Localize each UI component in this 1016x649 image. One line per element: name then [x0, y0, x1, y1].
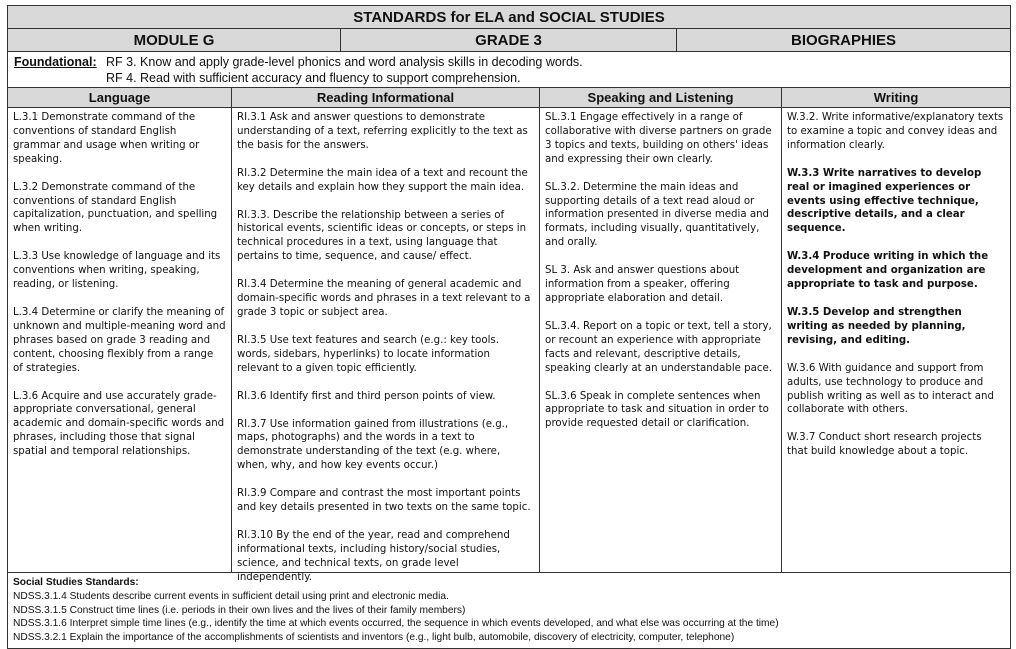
grade-label: GRADE 3 [341, 29, 677, 51]
unit-label: BIOGRAPHIES [790, 31, 896, 49]
column-language [8, 108, 232, 572]
column-header-reading-informational: Reading Informational [232, 88, 540, 107]
social-studies-line: NDSS.3.1.6 Interpret simple time lines (e.g., identify the time at which events occurred, the sequence in which events developed, and what else was occurring at the time) [13, 618, 779, 630]
standard-item: L.3.6 Acquire and use accurately grade-appropriate conversational, general academic and domain-specific words and phrases, including those that signal spatial and temporal relationships. [13, 390, 225, 458]
meta-row [8, 29, 1010, 52]
standard-item: RI.3.4 Determine the meaning of general academic and domain-specific words and phrases in a text relevant to a grade 3 topic or subject area. [237, 279, 531, 318]
document-title: STANDARDS for ELA and SOCIAL STUDIES [8, 6, 1010, 29]
standard-item: SL.3.1 Engage effectively in a range of collaborative with diverse partners on grade 3 topics and texts, building on others' ideas and expressing their own clearly. [545, 112, 772, 165]
standard-item: RI.3.6 Identify first and third person points of view. [237, 390, 496, 402]
social-studies-line: NDSS.3.1.4 Students describe current events in sufficient detail using print and electronic media. [13, 590, 449, 602]
standard-item: W.3.4 Produce writing in which the development and organization are appropriate to task and purpose. [787, 251, 989, 291]
standard-item: W.3.2. Write informative/explanatory texts to examine a topic and convey ideas and information clearly. [787, 112, 1004, 151]
standard-item: W.3.7 Conduct short research projects that build knowledge about a topic. [787, 432, 982, 458]
standard-item: W.3.3 Write narratives to develop real or imagined experiences or events using effective technique, descriptive details, and a clear sequence. [787, 167, 982, 235]
standard-item: SL.3.2. Determine the main ideas and supporting details of a text read aloud or information presented in diverse media and formats, including visually, quantitatively, and orally. [545, 181, 769, 249]
social-studies-line: NDSS.3.1.5 Construct time lines (i.e. periods in their own lives and the lives of their family members) [13, 604, 466, 616]
foundational-label: Foundational: [14, 55, 97, 69]
foundational-line: RF 4. Read with sufficient accuracy and fluency to support comprehension. [106, 71, 521, 85]
module-label: MODULE G [8, 29, 341, 51]
standard-item: L.3.4 Determine or clarify the meaning of unknown and multiple-meaning word and phrases based on grade 3 reading and content, choosing flexibly from a range of strategies. [13, 306, 226, 374]
social-studies-heading: Social Studies Standards: [13, 577, 139, 588]
column-header-language: Language [8, 88, 232, 107]
column-header-speaking-listening: Speaking and Listening [540, 88, 782, 107]
social-studies-line: NDSS.3.2.1 Explain the importance of the accomplishments of scientists and inventors (e.g., light bulb, automobile, discovery of electricity, computer, telephone) [13, 632, 735, 644]
standard-item: SL 3. Ask and answer questions about information from a speaker, offering appropriate elaboration and detail. [545, 265, 740, 304]
standard-item: RI.3.3. Describe the relationship between a series of historical events, scientific ideas or concepts, or steps in technical procedures in a text, using language that pertains to time, sequence, and cause/ effect. [237, 209, 527, 263]
column-headers [8, 88, 1010, 108]
column-writing [782, 108, 1010, 572]
standard-item: SL.3.6 Speak in complete sentences when appropriate to task and situation in order to provide requested detail or clarification. [545, 390, 769, 430]
foundational-line: RF 3. Know and apply grade-level phonics and word analysis skills in decoding words. [106, 55, 583, 69]
standard-item: L.3.2 Demonstrate command of the conventions of standard English capitalization, punctuation, and spelling when writing. [13, 181, 218, 235]
column-speaking-listening [540, 108, 782, 572]
standard-item: SL.3.4. Report on a topic or text, tell a story, or recount an experience with appropriate facts and relevant, descriptive details, speaking clearly at an understandable pace. [545, 320, 772, 374]
standard-item: L.3.1 Demonstrate command of the conventions of standard English grammar and usage when writing or speaking. [13, 112, 200, 165]
standard-item: RI.3.5 Use text features and search (e.g.: key tools. words, sidebars, hyperlinks) to locate information relevant to a given topic efficiently. [237, 334, 499, 374]
standard-item: RI.3.10 By the end of the year, read and comprehend informational texts, including history/social studies, science, and technical texts, on grade level independently. [237, 529, 510, 583]
standard-item: RI.3.1 Ask and answer questions to demonstrate understanding of a text, referring explicitly to the text as the basis for the answers. [237, 112, 528, 151]
foundational-section [8, 52, 1010, 88]
column-reading-informational [232, 108, 540, 583]
standards-document [7, 5, 1011, 649]
standard-item: W.3.5 Develop and strengthen writing as needed by planning, revising, and editing. [787, 306, 966, 346]
standard-item: W.3.6 With guidance and support from adults, use technology to produce and publish writing as well as to interact and collaborate with others. [787, 362, 994, 416]
standard-item: RI.3.2 Determine the main idea of a text and recount the key details and explain how they support the main idea. [237, 167, 528, 193]
standard-item: L.3.3 Use knowledge of language and its conventions when writing, speaking, reading, or listening. [13, 251, 221, 291]
standard-item: RI.3.9 Compare and contrast the most important points and key details presented in two texts on the same topic. [237, 488, 531, 514]
column-header-writing: Writing [873, 90, 919, 105]
standard-item: RI.3.7 Use information gained from illustrations (e.g., maps, photographs) and the words in a text to demonstrate understanding of the text (e.g. where, when, why, and how key events occur.) [237, 418, 509, 472]
